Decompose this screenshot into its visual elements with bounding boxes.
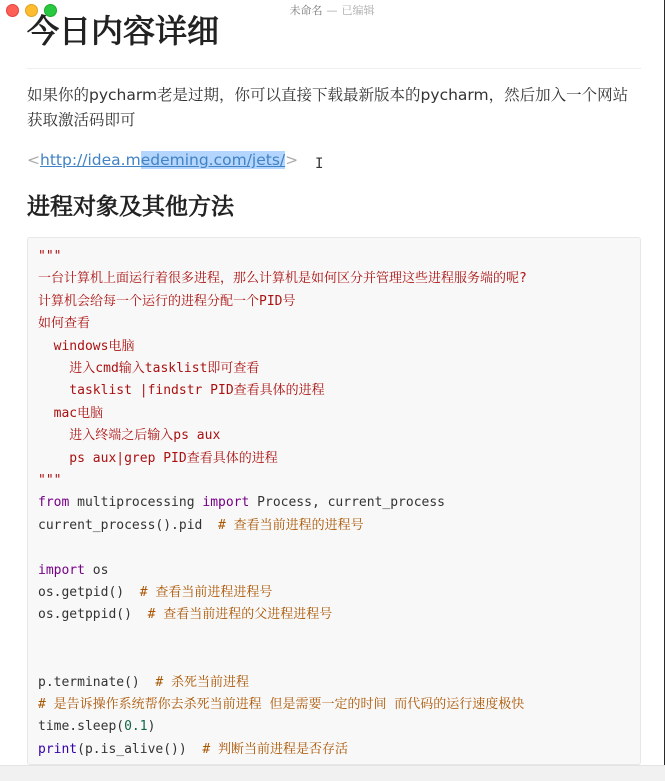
keyword-from: from bbox=[38, 495, 70, 511]
code-line-empty bbox=[38, 537, 630, 559]
jets-link[interactable] bbox=[40, 151, 285, 169]
document-body[interactable] bbox=[27, 8, 641, 765]
code-line: 进入cmd输入tasklist即可查看 bbox=[38, 361, 260, 377]
link-bracket-close: > bbox=[285, 151, 299, 169]
code-line-empty bbox=[38, 649, 630, 671]
code-number: 0.1 bbox=[124, 719, 148, 735]
keyword-import: import bbox=[202, 495, 250, 511]
code-line bbox=[38, 739, 630, 761]
heading-1: 今日内容详细 bbox=[27, 8, 641, 69]
heading-2: 进程对象及其他方法 bbox=[27, 194, 234, 220]
bottom-bar bbox=[0, 765, 665, 781]
code-comment: # 查看当前进程进程号 bbox=[139, 585, 273, 601]
close-window-icon[interactable] bbox=[6, 4, 19, 17]
code-line bbox=[38, 560, 630, 582]
builtin-print: print bbox=[38, 741, 78, 757]
paragraph: 如果你的pycharm老是过期，你可以直接下载最新版本的pycharm，然后加入一个网站获取激活码即可 bbox=[27, 86, 629, 129]
code-line bbox=[38, 582, 630, 604]
document-name: 未命名 bbox=[289, 4, 323, 17]
code-line: windows电脑 bbox=[38, 338, 135, 354]
code-comment: # 判断当前进程是否存活 bbox=[202, 741, 349, 757]
code-line: 进入终端之后输入ps aux bbox=[38, 428, 221, 444]
code-block[interactable] bbox=[27, 237, 641, 765]
code-line: 如何查看 bbox=[38, 316, 91, 332]
code-comment: # 是告诉操作系统帮你去杀死当前进程 但是需要一定的时间 而代码的运行速度极快 bbox=[38, 697, 525, 713]
code-line bbox=[38, 604, 630, 626]
code-line bbox=[38, 694, 630, 716]
code-line bbox=[38, 492, 630, 514]
code-line: 一台计算机上面运行着很多进程，那么计算机是如何区分并管理这些进程服务端的呢? bbox=[38, 271, 527, 287]
code-line bbox=[38, 672, 630, 694]
title-separator: — bbox=[326, 4, 338, 17]
code-line: ps aux|grep PID查看具体的进程 bbox=[38, 450, 278, 466]
code-text: time.sleep( bbox=[38, 719, 125, 735]
code-text: os.getppid() bbox=[38, 607, 148, 623]
code-text: os.getpid() bbox=[38, 585, 140, 601]
code-comment: # 杀死当前进程 bbox=[155, 674, 250, 690]
selected-link-text: edeming.com/jets/ bbox=[140, 151, 286, 169]
link-bracket-open: < bbox=[27, 151, 40, 169]
keyword-import: import bbox=[38, 562, 85, 578]
code-text: p.terminate() bbox=[38, 674, 156, 690]
code-line: """ bbox=[38, 473, 62, 489]
code-comment: # 查看当前进程的进程号 bbox=[218, 517, 364, 533]
code-line bbox=[38, 716, 630, 738]
link-paragraph bbox=[27, 149, 641, 171]
code-line: mac电脑 bbox=[38, 405, 104, 421]
text-cursor-icon: I bbox=[315, 156, 324, 172]
code-text: ) bbox=[147, 719, 156, 735]
code-text: (p.is_alive()) bbox=[77, 741, 203, 757]
code-text: os bbox=[84, 562, 109, 578]
code-line: """ bbox=[38, 249, 62, 264]
code-line-empty bbox=[38, 627, 630, 649]
code-line bbox=[38, 515, 630, 537]
code-text: multiprocessing bbox=[69, 495, 203, 511]
code-comment: # 查看当前进程的父进程进程号 bbox=[147, 607, 333, 623]
code-text: Process, current_process bbox=[249, 495, 446, 511]
code-line: tasklist |findstr PID查看具体的进程 bbox=[38, 383, 325, 399]
code-text: current_process().pid bbox=[38, 517, 219, 533]
code-line: 计算机会给每一个运行的进程分配一个PID号 bbox=[38, 293, 296, 309]
edit-status: 已编辑 bbox=[341, 4, 375, 17]
link-text-part: http://idea.m bbox=[40, 151, 141, 169]
